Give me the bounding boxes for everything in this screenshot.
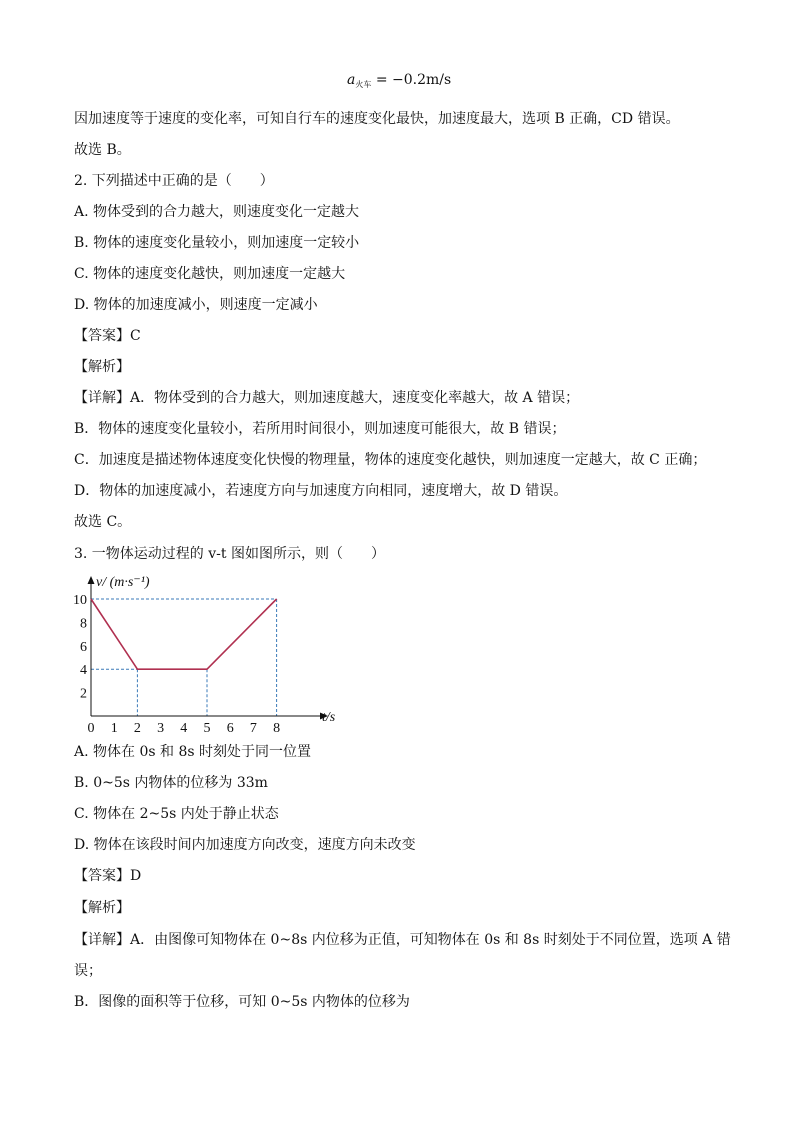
q3-analysis-heading: 【解析】 — [74, 900, 130, 916]
y-axis-label: v/ (m·s⁻¹) — [96, 575, 150, 590]
y-tick-2: 2 — [80, 686, 87, 702]
y-tick-8: 8 — [80, 616, 87, 632]
question-2-stem: 2. 下列描述中正确的是（ ） — [74, 173, 274, 189]
x-tick-3: 3 — [157, 721, 165, 736]
formula — [347, 72, 451, 90]
q2-option-d: D. 物体的加速度减小，则速度一定减小 — [74, 297, 318, 313]
x-tick-0: 0 — [87, 721, 95, 736]
q2-analysis-heading: 【解析】 — [74, 359, 130, 375]
x-axis-label: t/s — [322, 710, 336, 725]
q2-option-c: C. 物体的速度变化越快，则加速度一定越大 — [74, 266, 346, 282]
y-tick-10: 10 — [73, 593, 87, 608]
q3-option-b: B. 0~5s 内物体的位移为 33m — [74, 775, 268, 791]
question-3-stem: 3. 一物体运动过程的 v-t 图如图所示，则（ ） — [74, 546, 385, 562]
x-tick-8: 8 — [273, 721, 281, 736]
text-line-1: 因加速度等于速度的变化率，可知自行车的速度变化最快，加速度最大，选项 B 正确，CD 错误。 — [74, 111, 680, 127]
formula-symbol: a — [347, 72, 356, 88]
x-tick-labels — [88, 721, 281, 736]
x-tick-6: 6 — [226, 721, 234, 736]
text-line-2: 故选 B。 — [74, 142, 131, 158]
q3-answer: 【答案】D — [74, 868, 142, 884]
q2-detail-c: C．加速度是描述物体速度变化快慢的物理量，物体的速度变化越快，则加速度一定越大，故 C 正确； — [74, 452, 707, 468]
vt-graph — [72, 566, 352, 736]
formula-subscript: 火车 — [355, 80, 372, 89]
y-tick-6: 6 — [80, 639, 87, 655]
velocity-line — [91, 599, 277, 669]
formula-rhs: = −0.2m/s — [375, 72, 452, 88]
x-tick-4: 4 — [180, 721, 188, 736]
y-axis-arrow — [88, 576, 95, 584]
q2-conclusion: 故选 C。 — [74, 514, 132, 530]
q3-option-c: C. 物体在 2~5s 内处于静止状态 — [74, 806, 279, 822]
y-tick-4: 4 — [80, 663, 87, 679]
x-tick-7: 7 — [249, 721, 257, 736]
x-tick-2: 2 — [133, 721, 141, 736]
q3-option-d: D. 物体在该段时间内加速度方向改变，速度方向未改变 — [74, 837, 416, 853]
q3-option-a: A. 物体在 0s 和 8s 时刻处于同一位置 — [74, 744, 311, 760]
q3-detail-b: B．图像的面积等于位移，可知 0~5s 内物体的位移为 — [74, 994, 410, 1010]
q3-detail-a: 【详解】A．由图像可知物体在 0~8s 内位移为正值，可知物体在 0s 和 8s 时刻处于不同位置，选项 A 错 — [74, 932, 731, 948]
guide-lines — [91, 599, 277, 716]
q2-option-a: A. 物体受到的合力越大，则速度变化一定越大 — [74, 204, 360, 220]
q2-detail-d: D．物体的加速度减小，若速度方向与加速度方向相同，速度增大，故 D 错误。 — [74, 483, 568, 499]
q2-detail-b: B．物体的速度变化量较小，若所用时间很小，则加速度可能很大，故 B 错误； — [74, 421, 566, 437]
q2-answer: 【答案】C — [74, 328, 141, 344]
q3-detail-a-cont: 误； — [74, 963, 102, 979]
x-tick-1: 1 — [110, 721, 118, 736]
q2-option-b: B. 物体的速度变化量较小，则加速度一定较小 — [74, 235, 360, 251]
q2-detail-a: 【详解】A．物体受到的合力越大，则加速度越大，速度变化率越大，故 A 错误； — [74, 390, 580, 406]
y-tick-labels — [73, 593, 87, 702]
x-tick-5: 5 — [203, 721, 211, 736]
